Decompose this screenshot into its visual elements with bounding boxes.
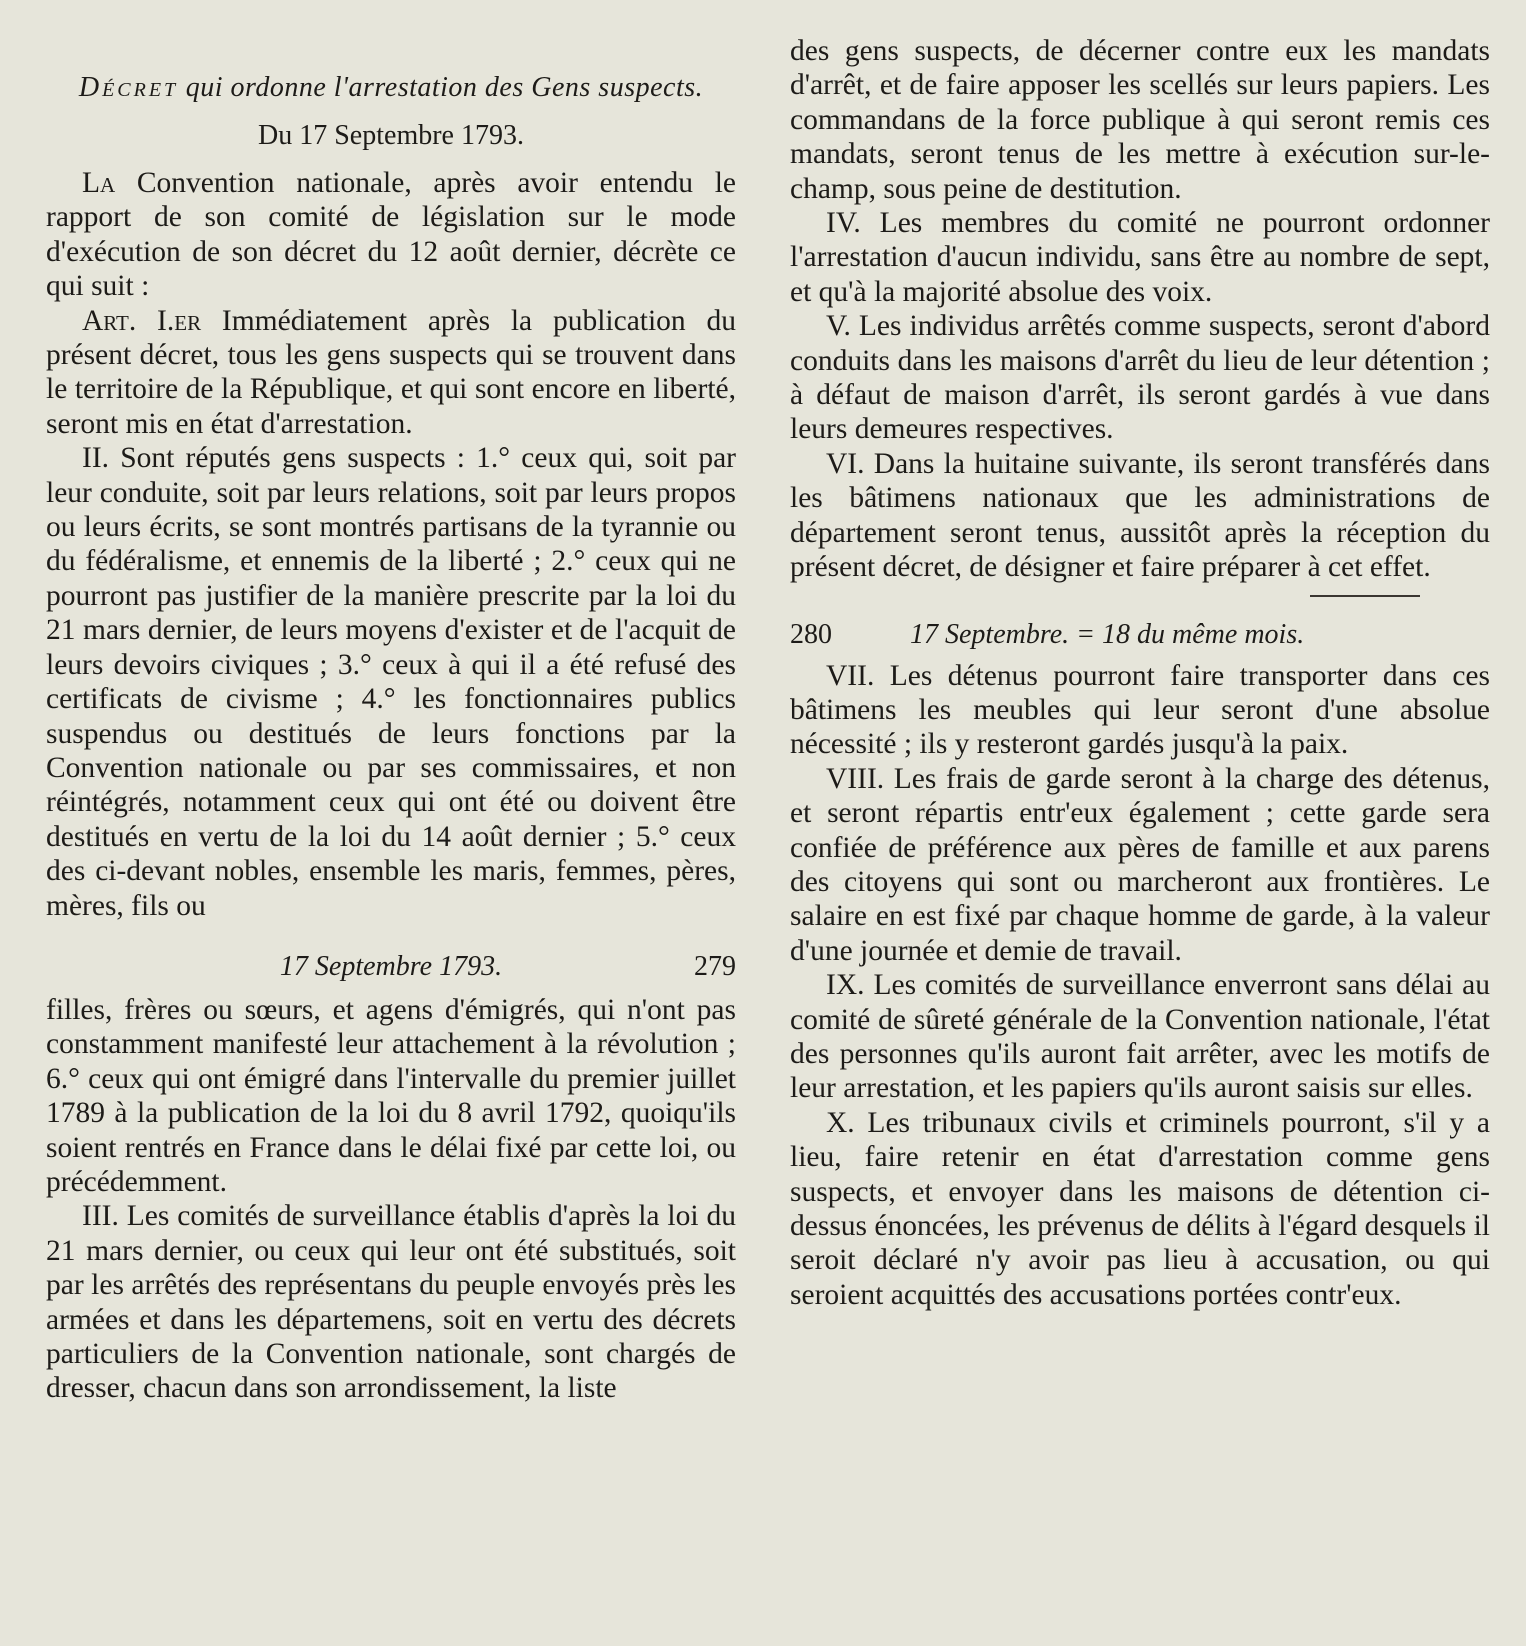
preamble-paragraph (46, 166, 736, 304)
page-number-279: 279 (694, 950, 736, 982)
decree-date: Du 17 Septembre 1793. (258, 120, 524, 151)
decree-title-prefix: Décret (78, 72, 179, 103)
article-3: III. Les comités de surveillance établis d'après la loi du 21 mars dernier, ou ceux qui leur ont été substitués, soit par les arrêtés des représentans du peuple envoyés près les armées et dans les départemens, soit en vertu des décrets particuliers de la Convention nationale, sont chargés de dresser, chacun dans son arrondissement, la liste (46, 1200, 736, 1405)
running-head-280 (790, 615, 1490, 655)
preamble-initial: La (82, 167, 116, 199)
article-3-continued: des gens suspects, de décerner contre eux les mandats d'arrêt, et de faire apposer les scellés sur leurs papiers. Les commandans de la force publique à qui seront remis ces mandats, seront tenus de les mettre à exécution sur-le-champ, sous peine de destitution. (790, 35, 1490, 205)
article-9: IX. Les comités de surveillance enverront sans délai au comité de sûreté générale de la Convention nationale, l'état des personnes qu'ils auront fait arrêter, avec les motifs de leur arrestation, et les papiers qu'ils auront saisis sur elles. (790, 969, 1490, 1105)
article-6: VI. Dans la huitaine suivante, ils seront transférés dans les bâtimens nationaux que les administrations de département seront tenus, aussitôt après la réception du présent décret, de désigner et faire préparer à cet effet. (790, 447, 1490, 584)
section-rule (1310, 595, 1420, 597)
preamble-text: Convention nationale, après avoir entendu le rapport de son comité de législation sur le mode d'exécution de son décret du 12 août dernier, décrète ce qui suit : (46, 167, 736, 303)
article-8: VIII. Les frais de garde seront à la charge des détenus, et seront répartis entr'eux également ; cette garde sera confiée de préférence aux pères de famille et aux parens des citoyens qui sont ou marcheront aux frontières. Le salaire en est fixé par chaque homme de garde, à la valeur d'une journée et demie de travail. (790, 762, 1490, 967)
article-10: X. Les tribunaux civils et criminels pourront, s'il y a lieu, faire retenir en état d'arrestation comme gens suspects, et envoyer dans les maisons de détention ci-dessus énoncées, les prévenus de délits à l'égard desquels il seroit déclaré n'y avoir pas lieu à accusation, ou qui seroient acquittés des accusations portées contr'eux. (790, 1106, 1491, 1311)
article-4: IV. Les membres du comité ne pourront ordonner l'arrestation d'aucun individu, sans être au nombre de sept, et qu'à la majorité absolue des voix. (790, 207, 1490, 308)
article-7: VII. Les détenus pourront faire transporter dans ces bâtimens les meubles qui leur seront d'une absolue nécessité ; ils y resteront gardés jusqu'à la paix. (790, 659, 1490, 761)
decree-title-rest: qui ordonne l'arrestation des Gens suspects. (178, 72, 704, 103)
running-head-279 (46, 947, 736, 987)
article-2-part-2: filles, frères ou sœurs, et agens d'émigrés, qui n'ont pas constamment manifesté leur attachement à la révolution ; 6.° ceux qui ont émigré dans l'intervalle du premier juillet 1789 à la publication de la loi du 8 avril 1792, quoiqu'ils soient rentrés en France dans le délai fixé par cette loi, ou précédemment. (46, 993, 736, 1198)
article-1-label: Art. I.er (82, 304, 202, 337)
running-head-title: 17 Septembre 1793. (279, 950, 503, 982)
right-column (790, 0, 1490, 1312)
left-column (46, 0, 736, 1406)
page-number-280: 280 (790, 618, 832, 650)
decree-title (46, 70, 736, 106)
article-2-part-1: II. Sont réputés gens suspects : 1.° ceux qui, soit par leur conduite, soit par leurs relations, soit par leurs propos ou leurs écrits, se sont montrés partisans de la tyrannie ou du fédéralisme, et ennemis de la liberté ; 2.° ceux qui ne pourront pas justifier de la manière prescrite par la loi du 21 mars dernier, de leurs moyens d'exister et de l'acquit de leurs devoirs civiques ; 3.° ceux à qui il a été refusé des certificats de civisme ; 4.° les fonctionnaires publics suspendus ou destitués de leurs fonctions par la Convention nationale ou par ses commissaires, et non réintégrés, notamment ceux qui ont été ou doivent être destitués en vertu de la loi du 14 août dernier ; 5.° ceux des ci-devant nobles, ensemble les maris, femmes, pères, mères, fils ou (46, 442, 736, 922)
running-head-title-280: 17 Septembre. = 18 du même mois. (910, 618, 1305, 650)
article-1 (46, 304, 736, 442)
article-1-text: Immédiatement après la publication du présent décret, tous les gens suspects qui se trouvent dans le territoire de la République, et qui sont encore en liberté, seront mis en état d'arrestation. (46, 304, 736, 440)
article-5: V. Les individus arrêtés comme suspects, seront d'abord conduits dans les maisons d'arrêt du lieu de leur détention ; à défaut de maison d'arrêt, ils seront gardés à vue dans leurs demeures respectives. (790, 310, 1490, 446)
